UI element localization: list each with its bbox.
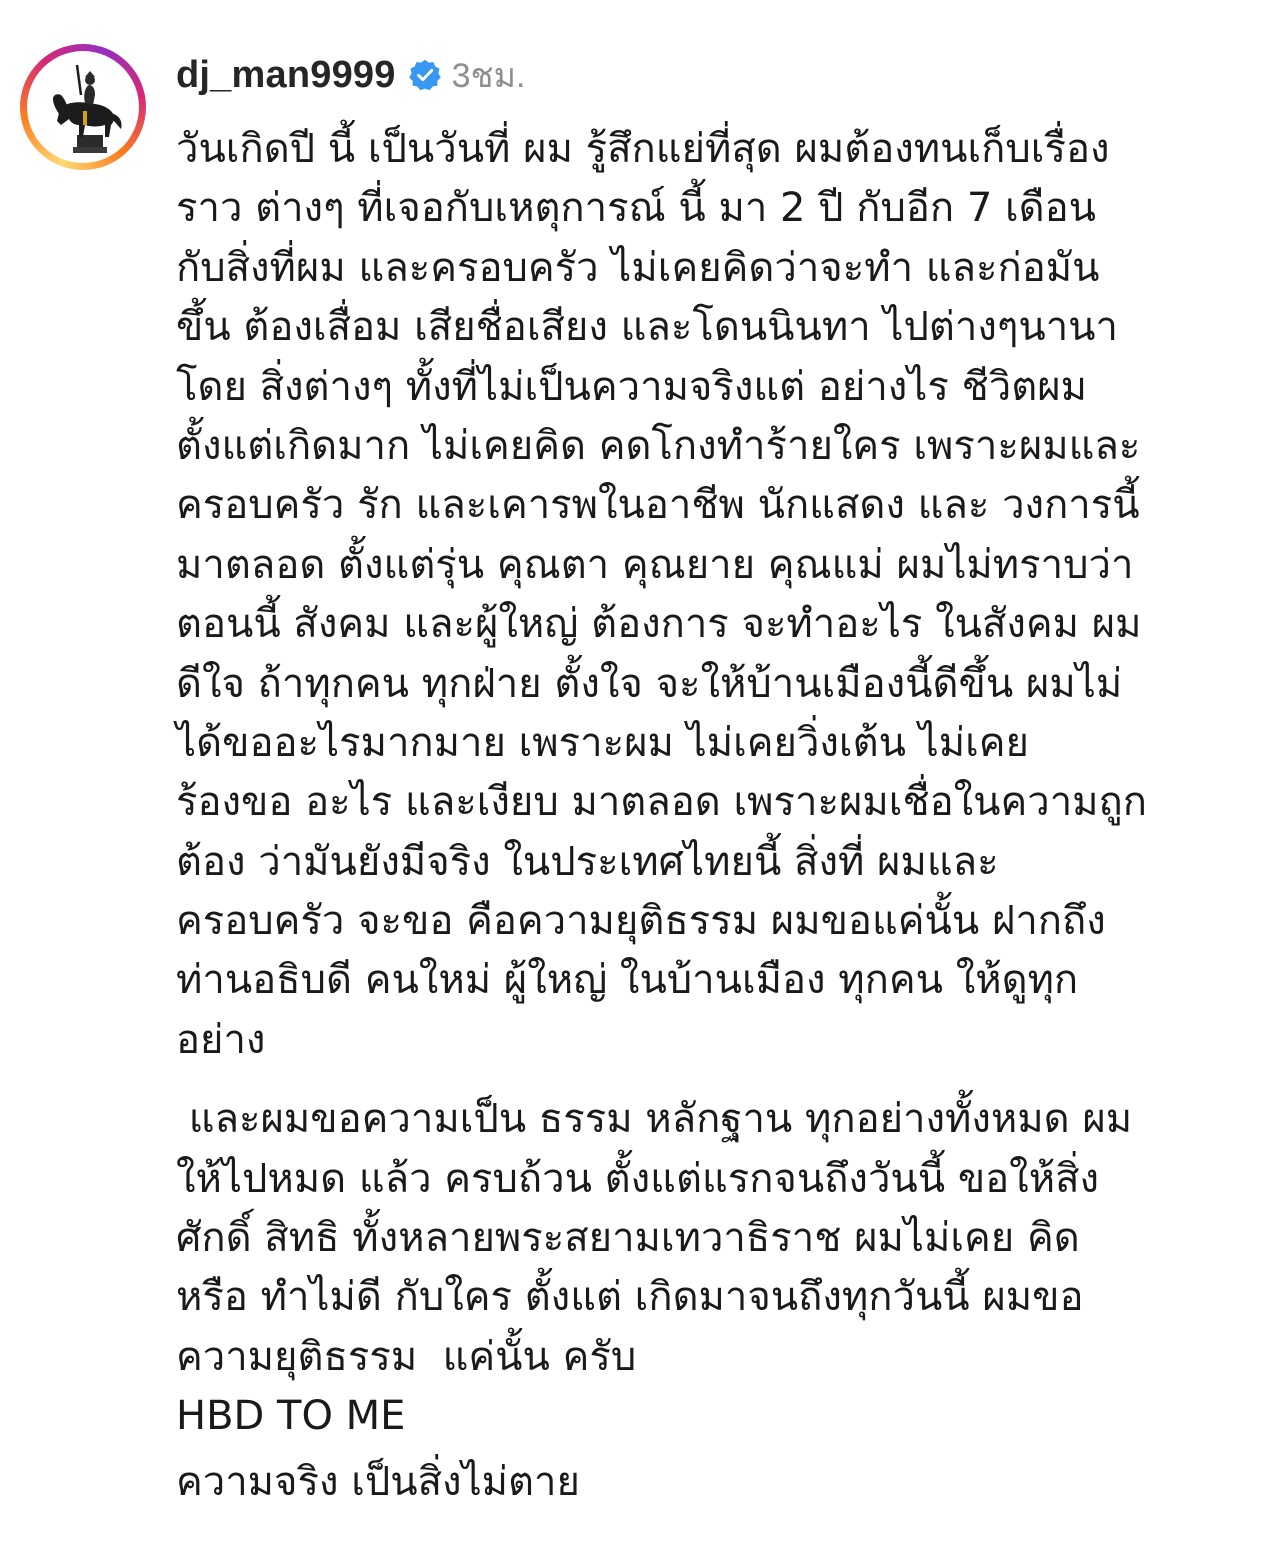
username[interactable]: dj_man9999 bbox=[176, 53, 396, 96]
horseman-statue-icon bbox=[31, 55, 135, 159]
post-caption bbox=[176, 120, 1266, 1512]
caption-line: กับสิ่งที่ผม และครอบครัว ไม่เคยคิดว่าจะทำ และก่อมัน bbox=[176, 244, 1100, 291]
caption-line: ครอบครัว รัก และเคารพในอาชีพ นักแสดง และ วงการนี้ bbox=[176, 482, 1140, 529]
caption-line: โดย สิ่งต่างๆ ทั้งที่ไม่เป็นความจริงแต่ อย่างไร ชีวิตผม bbox=[176, 363, 1088, 410]
verified-badge-icon bbox=[408, 58, 442, 92]
caption-line: และผมขอความเป็น ธรรม หลักฐาน ทุกอย่างทั้งหมด ผม bbox=[176, 1096, 1133, 1143]
avatar-inner-border bbox=[27, 51, 139, 163]
caption-line: ต้อง ว่ามันยังมีจริง ในประเทศไทยนี้ สิ่งที่ ผมและ bbox=[176, 838, 999, 885]
avatar[interactable] bbox=[31, 55, 135, 159]
caption-line: ตั้งแต่เกิดมาก ไม่เคยคิด คดโกงทำร้ายใคร เพราะผมและ bbox=[176, 422, 1141, 469]
paragraph-gap bbox=[176, 1070, 1266, 1090]
caption-paragraph-3 bbox=[176, 1453, 1266, 1512]
caption-paragraph-2 bbox=[176, 1090, 1266, 1446]
post-header bbox=[176, 50, 525, 100]
caption-line: ศักดิ์ สิทธิ ทั้งหลายพระสยามเทวาธิราช ผมไม่เคย คิด bbox=[176, 1215, 1080, 1262]
caption-line: มาตลอด ตั้งแต่รุ่น คุณตา คุณยาย คุณแม่ ผมไม่ทราบว่า bbox=[176, 541, 1134, 588]
caption-line: ความยุติธรรม แค่นั้น ครับ bbox=[176, 1333, 637, 1380]
post-timestamp: 3ชม. bbox=[451, 57, 526, 95]
caption-line: วันเกิดปี นี้ เป็นวันที่ ผม รู้สึกแย่ที่สุด ผมต้องทนเก็บเรื่อง bbox=[176, 126, 1110, 172]
caption-line: ครอบครัว จะขอ คือความยุติธรรม ผมขอแค่นั้น ฝากถึง bbox=[176, 898, 1106, 945]
caption-line: ดีใจ ถ้าทุกคน ทุกฝ่าย ตั้งใจ จะให้บ้านเมืองนี้ดีขึ้น ผมไม่ bbox=[176, 660, 1123, 707]
caption-line: ท่านอธิบดี คนใหม่ ผู้ใหญ่ ในบ้านเมือง ทุกคน ให้ดูทุก bbox=[176, 957, 1079, 1004]
caption-line-hbd: HBD TO ME bbox=[176, 1393, 406, 1440]
caption-line: ราว ต่างๆ ที่เจอกับเหตุการณ์ นี้ มา 2 ปี กับอีก 7 เดือน bbox=[176, 185, 1097, 232]
caption-line: ร้องขอ อะไร และเงียบ มาตลอด เพราะผมเชื่อในความถูก bbox=[176, 779, 1147, 826]
caption-line: ได้ขออะไรมากมาย เพราะผม ไม่เคยวิ่งเต้น ไม่เคย bbox=[176, 719, 1029, 766]
caption-line: ขึ้น ต้องเสื่อม เสียชื่อเสียง และโดนนินทา ไปต่างๆนานา bbox=[176, 304, 1118, 351]
caption-line: ความจริง เป็นสิ่งไม่ตาย bbox=[176, 1458, 580, 1505]
caption-line: อย่าง bbox=[176, 1016, 266, 1063]
caption-line: ตอนนี้ สังคม และผู้ใหญ่ ต้องการ จะทำอะไร ในสังคม ผม bbox=[176, 601, 1142, 648]
caption-paragraph-1 bbox=[176, 120, 1266, 1070]
caption-line: ให้ไปหมด แล้ว ครบถ้วน ตั้งแต่แรกจนถึงวันนี้ ขอให้สิ่ง bbox=[176, 1155, 1100, 1202]
caption-line: หรือ ทำไม่ดี กับใคร ตั้งแต่ เกิดมาจนถึงทุกวันนี้ ผมขอ bbox=[176, 1274, 1084, 1321]
avatar-story-ring[interactable] bbox=[20, 44, 146, 170]
